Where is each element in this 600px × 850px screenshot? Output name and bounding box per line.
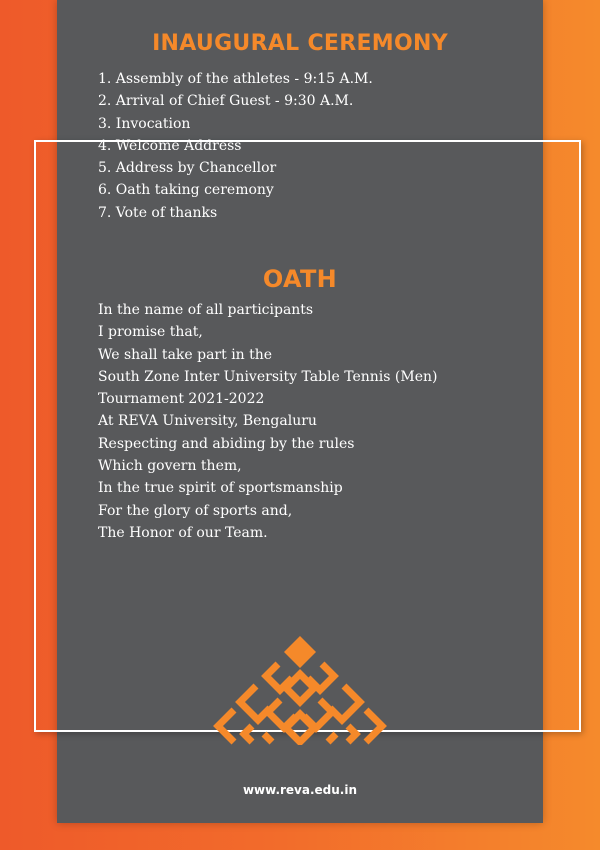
oath-line: In the true spirit of sportsmanship <box>98 480 343 497</box>
oath-line: Respecting and abiding by the rules <box>98 435 355 452</box>
oath-line: South Zone Inter University Table Tennis (Men) <box>98 368 438 385</box>
oath-line: The Honor of our Team. <box>98 524 268 541</box>
agenda-item: 6. Oath taking ceremony <box>98 182 274 199</box>
agenda-item: 2. Arrival of Chief Guest - 9:30 A.M. <box>98 93 354 110</box>
agenda-item: 3. Invocation <box>98 115 191 132</box>
oath-text <box>98 299 437 544</box>
agenda-item: 5. Address by Chancellor <box>98 160 277 177</box>
oath-line: I promise that, <box>98 324 203 341</box>
oath-line: At REVA University, Bengaluru <box>98 413 317 430</box>
oath-line: Which govern them, <box>98 458 242 475</box>
oath-title: OATH <box>262 265 338 293</box>
oath-line: For the glory of sports and, <box>98 502 293 519</box>
footer-url: www.reva.edu.in <box>242 783 358 797</box>
agenda-item: 1. Assembly of the athletes - 9:15 A.M. <box>98 71 373 87</box>
oath-line: Tournament 2021-2022 <box>98 391 265 408</box>
ceremony-agenda <box>98 68 373 224</box>
oath-line: We shall take part in the <box>98 346 273 363</box>
oath-line: In the name of all participants <box>98 302 314 318</box>
agenda-item: 7. Vote of thanks <box>98 204 218 221</box>
agenda-item: 4. Welcome Address <box>98 137 242 154</box>
reva-pattern-logo-icon <box>200 630 400 745</box>
ceremony-title: INAUGURAL CEREMONY <box>152 31 448 56</box>
